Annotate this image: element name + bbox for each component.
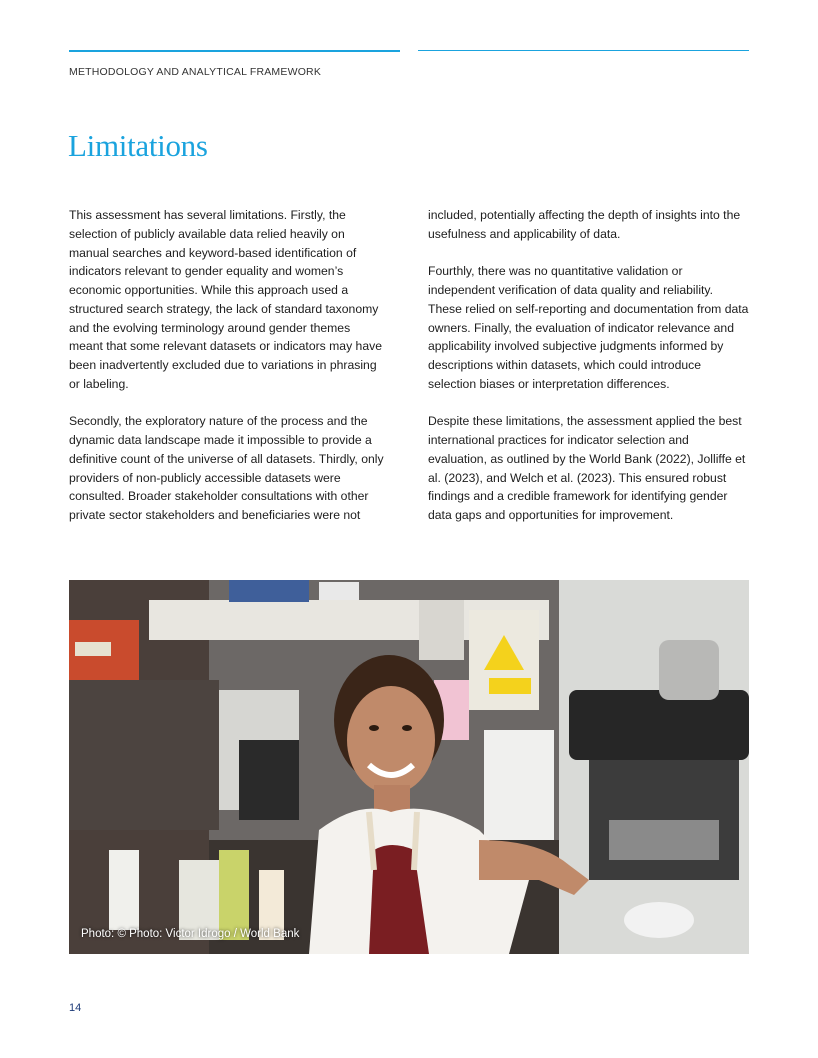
paragraph: included, potentially affecting the depth of insights into the usefulness and applicability of data.	[428, 208, 741, 241]
photo-illustration	[69, 580, 749, 954]
header-rule-left	[69, 50, 400, 52]
photo-credit: Photo: © Photo: Victor Idrogo / World Bank	[81, 928, 300, 940]
left-column	[69, 206, 385, 544]
page-number: 14	[69, 1002, 82, 1014]
paragraph: Fourthly, there was no quantitative validation or independent verification of data quality and reliability. These relied on self-reporting and documentation from data owners. Finally, the evaluation of indicator relevance and applicability involved subjective judgments informed by descriptions within datasets, which could introduce selection biases or interpretation differences.	[428, 264, 749, 391]
right-column	[428, 206, 750, 544]
paragraph: Despite these limitations, the assessment applied the best international practices for indicator selection and evaluation, as outlined by the World Bank (2022), Jolliffe et al. (2023), and Welch et al. (2023). This ensured robust findings and a credible framework for identifying gender data gaps and opportunities for improvement.	[428, 414, 746, 522]
paragraph: Secondly, the exploratory nature of the process and the dynamic data landscape made it impossible to provide a definitive count of the universe of all datasets. Thirdly, only providers of non-publicly accessible datasets were consulted. Broader stakeholder consultations with other private sector stakeholders and beneficiaries were not	[69, 414, 384, 522]
header-rule-right	[418, 50, 749, 51]
section-label: METHODOLOGY AND ANALYTICAL FRAMEWORK	[69, 66, 322, 78]
barista-photo	[69, 580, 749, 954]
page-title: Limitations	[68, 128, 208, 163]
paragraph: This assessment has several limitations. Firstly, the selection of publicly available data relied heavily on manual searches and keyword-based identification of indicators relevant to gender equality and women’s economic opportunities. While this approach used a structured search strategy, the lack of standard taxonomy and the evolving terminology around gender themes meant that some relevant datasets or indicators may have been inadvertently excluded due to variations in phrasing or labeling.	[69, 208, 382, 391]
